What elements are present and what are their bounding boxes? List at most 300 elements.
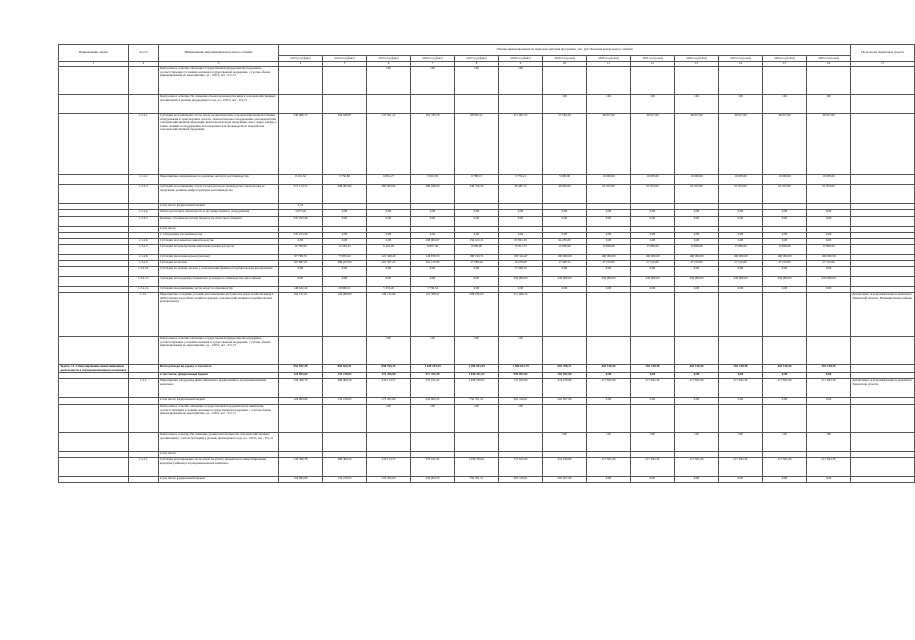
column-number: 16 bbox=[807, 62, 851, 67]
task-cell bbox=[59, 217, 129, 227]
value-cell: 250 000,00 bbox=[499, 277, 543, 287]
num-cell: 1.3.4.3. bbox=[129, 185, 159, 204]
value-cell: 100 bbox=[587, 95, 631, 114]
value-cell: 9 801,27 bbox=[367, 175, 411, 185]
value-cell: 0,00 bbox=[367, 217, 411, 227]
event-cell: в том числе: федеральный бюджет bbox=[159, 477, 279, 483]
value-cell: 0,00 bbox=[323, 217, 367, 227]
value-cell bbox=[543, 405, 587, 433]
value-cell: 46 817,00 bbox=[763, 114, 807, 175]
value-cell bbox=[279, 337, 323, 365]
value-cell: 3 077,40 bbox=[279, 210, 323, 217]
header-num: № п/п bbox=[129, 45, 159, 62]
recipient-cell bbox=[851, 398, 915, 405]
event-cell: Всего расходы на задачу, в том числе bbox=[159, 365, 279, 373]
value-cell bbox=[499, 433, 543, 452]
value-cell bbox=[719, 67, 763, 95]
value-cell: 13 800,00 bbox=[763, 245, 807, 255]
value-cell: 75 398,19 bbox=[499, 267, 543, 277]
value-cell: 0,00 bbox=[323, 210, 367, 217]
value-cell: 1 785 553,45 bbox=[455, 365, 499, 373]
event-cell: Субсидии на возмещение части затрат на приобретение сельскохозяйственной техники, оборудования и транспортных средств, технологическое оборудование для переработки сельскохозяйственной продукции, включая молочную продукцию, мясо, зерно, овощи, а также техники и оборудования, используемых для производства и переработки сельскохозяйственной продукции bbox=[159, 114, 279, 175]
value-cell: 250 000,00 bbox=[675, 277, 719, 287]
value-cell: 100 bbox=[543, 433, 587, 452]
recipient-cell bbox=[851, 458, 915, 477]
value-cell bbox=[587, 337, 631, 365]
table-row bbox=[59, 67, 915, 95]
value-cell: 73 835,02 bbox=[323, 255, 367, 261]
recipient-cell bbox=[851, 114, 915, 175]
value-cell: 999 057,04 bbox=[499, 373, 543, 379]
value-cell: 29 868,31 bbox=[323, 287, 367, 293]
table-row bbox=[59, 405, 915, 433]
value-cell: 601 478,77 bbox=[543, 365, 587, 373]
value-cell: 5 730,54 bbox=[411, 287, 455, 293]
value-cell: 0,00 bbox=[631, 217, 675, 227]
value-cell: 100 bbox=[587, 433, 631, 452]
value-cell: 173 265,60 bbox=[367, 373, 411, 379]
task-cell bbox=[59, 95, 129, 114]
event-cell: 1.1.Поддержку растениеводства bbox=[159, 233, 279, 239]
value-cell: 952 597,39 bbox=[279, 365, 323, 373]
value-cell: 0,00 bbox=[719, 217, 763, 227]
value-cell: 13 800,00 bbox=[675, 245, 719, 255]
value-cell: 0,00 bbox=[367, 210, 411, 217]
value-cell: 0,00 bbox=[455, 287, 499, 293]
value-cell bbox=[543, 67, 587, 95]
value-cell: 100 bbox=[675, 433, 719, 452]
num-cell: 1.3.5. bbox=[129, 293, 159, 337]
value-cell: 160 000,00 bbox=[675, 255, 719, 261]
recipient-cell bbox=[851, 433, 915, 452]
value-cell: 0,00 bbox=[587, 239, 631, 245]
value-cell: 202 957,90 bbox=[543, 398, 587, 405]
value-cell: 0,00 bbox=[587, 233, 631, 239]
value-cell: 100 bbox=[807, 95, 851, 114]
value-cell: 6 416,09 bbox=[367, 245, 411, 255]
value-cell: 235 223,49 bbox=[279, 233, 323, 239]
value-cell: 419 166,86 bbox=[543, 458, 587, 477]
value-cell: 217 843,36 bbox=[631, 379, 675, 398]
value-cell: 0,00 bbox=[455, 210, 499, 217]
value-cell: 0,00 bbox=[631, 477, 675, 483]
event-cell: Контрольное событие. Не снижение уровня рентабельности сельскохозяйственных организаций (с учетом субсидий) к уровню предыдущего года, да - 100%; нет - 0%, П bbox=[159, 433, 279, 452]
num-cell bbox=[129, 95, 159, 114]
header-year: 2020 год (план) bbox=[587, 56, 631, 62]
value-cell: 156 912,31 bbox=[455, 239, 499, 245]
num-cell: 1.3.4.5. bbox=[129, 217, 159, 227]
value-cell: 0,00 bbox=[587, 477, 631, 483]
table-row bbox=[59, 217, 915, 227]
table-row bbox=[59, 245, 915, 255]
value-cell: 5 750,86 bbox=[323, 175, 367, 185]
value-cell: 217 843,36 bbox=[675, 458, 719, 477]
num-cell bbox=[129, 477, 159, 483]
task-cell bbox=[59, 114, 129, 175]
value-cell: 250 000,00 bbox=[719, 277, 763, 287]
value-cell: 363 140,36 bbox=[587, 365, 631, 373]
value-cell: 120 122,86 bbox=[367, 293, 411, 337]
header-year: 2019 год (план) bbox=[543, 56, 587, 62]
num-cell: 1.3.4.10. bbox=[129, 267, 159, 277]
value-cell: 27 589,29 bbox=[455, 261, 499, 267]
value-cell: 107 887,87 bbox=[279, 261, 323, 267]
value-cell: 0,00 bbox=[543, 287, 587, 293]
value-cell: 757 625,60 bbox=[499, 379, 543, 398]
event-cell: Целевые субсидии местному бюджету на областного бюджета bbox=[159, 217, 279, 227]
value-cell: 126 879,53 bbox=[411, 255, 455, 261]
value-cell bbox=[763, 67, 807, 95]
value-cell: 0,00 bbox=[455, 277, 499, 287]
value-cell: 17 468,15 bbox=[543, 261, 587, 267]
value-cell: 0,00 bbox=[323, 239, 367, 245]
value-cell: 0,00 bbox=[587, 210, 631, 217]
table-row bbox=[59, 337, 915, 365]
value-cell: 217 843,36 bbox=[587, 458, 631, 477]
value-cell: 971 433,39 bbox=[411, 373, 455, 379]
value-cell: 133 218,03 bbox=[323, 373, 367, 379]
value-cell: 5 353,26 bbox=[367, 287, 411, 293]
value-cell bbox=[455, 95, 499, 114]
task-cell bbox=[59, 293, 129, 337]
value-cell: 0,00 bbox=[675, 477, 719, 483]
value-cell bbox=[631, 67, 675, 95]
value-cell: 0,00 bbox=[631, 398, 675, 405]
value-cell: 756 701,51 bbox=[455, 398, 499, 405]
value-cell: 10 000,00 bbox=[631, 175, 675, 185]
value-cell: 0,00 bbox=[763, 217, 807, 227]
table-row bbox=[59, 477, 915, 483]
value-cell: 250 000,00 bbox=[807, 277, 851, 287]
value-cell: 230 113,57 bbox=[367, 458, 411, 477]
task-cell bbox=[59, 245, 129, 255]
value-cell: 1 028 796,91 bbox=[455, 379, 499, 398]
value-cell bbox=[279, 67, 323, 95]
value-cell: 100 bbox=[675, 95, 719, 114]
value-cell: 100 bbox=[763, 433, 807, 452]
value-cell: 0,00 bbox=[631, 210, 675, 217]
table-row bbox=[59, 267, 915, 277]
recipient-cell: Департамент агропромышленного комплекса Тюменской области. Муниципальные районы bbox=[851, 293, 915, 337]
value-cell: 0,00 bbox=[763, 233, 807, 239]
value-cell: 13 811,73 bbox=[499, 245, 543, 255]
event-cell: Субсидии на возмещение части затрат на уплату процентов по инвестиционным кредитам (займам) в агропромышленном комплексе bbox=[159, 458, 279, 477]
value-cell: 0,00 bbox=[763, 210, 807, 217]
recipient-cell bbox=[851, 277, 915, 287]
value-cell: 160 000,00 bbox=[763, 255, 807, 261]
value-cell: 0,00 bbox=[719, 267, 763, 277]
value-cell: 0,00 bbox=[631, 233, 675, 239]
value-cell: 0,00 bbox=[411, 217, 455, 227]
header-year: 2021 год (план) bbox=[631, 56, 675, 62]
value-cell: 363 140,36 bbox=[719, 365, 763, 373]
value-cell: 0,00 bbox=[279, 267, 323, 277]
value-cell: 243 964,35 bbox=[411, 477, 455, 483]
value-cell bbox=[279, 95, 323, 114]
value-cell: 483 663,64 bbox=[367, 185, 411, 204]
value-cell bbox=[587, 67, 631, 95]
num-cell bbox=[129, 337, 159, 365]
header-year: 2013 год (факт) bbox=[279, 56, 323, 62]
table-row bbox=[59, 277, 915, 287]
value-cell: 133 218,03 bbox=[323, 398, 367, 405]
value-cell: 380 484,56 bbox=[323, 379, 367, 398]
value-cell: 0,00 bbox=[323, 277, 367, 287]
value-cell: 14 799,99 bbox=[279, 245, 323, 255]
value-cell: 181 125,83 bbox=[411, 261, 455, 267]
value-cell: 298 900,67 bbox=[411, 239, 455, 245]
value-cell: 0,00 bbox=[499, 287, 543, 293]
value-cell: 160 000,00 bbox=[631, 255, 675, 261]
column-number: 11 bbox=[587, 62, 631, 67]
column-number: 17 bbox=[851, 62, 915, 67]
value-cell bbox=[543, 337, 587, 365]
event-cell: Субсидии на приобретение животноводческих ресурсов bbox=[159, 245, 279, 255]
value-cell: 363 140,36 bbox=[675, 365, 719, 373]
program-funding-table bbox=[58, 44, 915, 483]
event-cell: Мероприятие. Поддержка инвестиционного кредитования в агропромышленном комплексе bbox=[159, 379, 279, 398]
event-cell: в том числе: bbox=[159, 227, 279, 233]
value-cell: 46 817,00 bbox=[631, 114, 675, 175]
value-cell bbox=[807, 293, 851, 337]
value-cell: 97 798,70 bbox=[279, 255, 323, 261]
value-cell bbox=[323, 405, 367, 433]
value-cell: 100 bbox=[719, 95, 763, 114]
value-cell: 143 360,78 bbox=[279, 458, 323, 477]
value-cell bbox=[807, 405, 851, 433]
value-cell: 133 218,03 bbox=[323, 477, 367, 483]
table-row bbox=[59, 114, 915, 175]
column-number: 2 bbox=[129, 62, 159, 67]
value-cell: 0,00 bbox=[411, 267, 455, 277]
value-cell: 0,00 bbox=[763, 477, 807, 483]
value-cell: 0,00 bbox=[587, 287, 631, 293]
table-row bbox=[59, 433, 915, 452]
value-cell: 235 223,49 bbox=[279, 217, 323, 227]
value-cell: 202 957,90 bbox=[543, 373, 587, 379]
num-cell bbox=[129, 433, 159, 452]
value-cell: 27 510,00 bbox=[719, 261, 763, 267]
value-cell: 349 576,50 bbox=[455, 185, 499, 204]
value-cell: 88 095,51 bbox=[455, 114, 499, 175]
value-cell: 0,00 bbox=[763, 239, 807, 245]
value-cell: 217 843,36 bbox=[719, 379, 763, 398]
table-row bbox=[59, 185, 915, 204]
value-cell: 0,00 bbox=[719, 373, 763, 379]
task-cell bbox=[59, 277, 129, 287]
value-cell: 188 743,71 bbox=[455, 255, 499, 261]
value-cell: 13 800,00 bbox=[631, 245, 675, 255]
value-cell bbox=[807, 337, 851, 365]
column-number: 1 bbox=[59, 62, 129, 67]
column-number: 12 bbox=[631, 62, 675, 67]
value-cell: 0,00 bbox=[411, 210, 455, 217]
value-cell: 100 bbox=[499, 405, 543, 433]
value-cell: 380 484,56 bbox=[323, 458, 367, 477]
value-cell: 100 bbox=[763, 95, 807, 114]
value-cell: 0,00 bbox=[675, 217, 719, 227]
column-number: 7 bbox=[411, 62, 455, 67]
value-cell: 858 764,15 bbox=[367, 365, 411, 373]
value-cell: 0,00 bbox=[675, 210, 719, 217]
value-cell: 0,00 bbox=[499, 233, 543, 239]
value-cell bbox=[411, 95, 455, 114]
value-cell: 10 000,00 bbox=[807, 175, 851, 185]
value-cell: 0,00 bbox=[807, 239, 851, 245]
value-cell: 0,00 bbox=[279, 277, 323, 287]
value-cell: 10 000,00 bbox=[763, 175, 807, 185]
value-cell: 0,00 bbox=[367, 267, 411, 277]
value-cell bbox=[763, 337, 807, 365]
value-cell bbox=[411, 433, 455, 452]
event-cell: Контрольное событие. Оказание государственной (федеральной) поддержки, соответствующих условиям оказания государственной поддержки, с учетом объема финансирования по мероприятию, да - 100%; нет - 0%, П bbox=[159, 67, 279, 95]
table-row bbox=[59, 95, 915, 114]
recipient-cell bbox=[851, 95, 915, 114]
value-cell: 61 819,00 bbox=[675, 185, 719, 204]
value-cell: 0,00 bbox=[763, 373, 807, 379]
column-number: 14 bbox=[719, 62, 763, 67]
value-cell: 5 916,39 bbox=[411, 175, 455, 185]
value-cell: 250 000,00 bbox=[763, 277, 807, 287]
value-cell: 0,00 bbox=[719, 287, 763, 293]
value-cell: 5,23 bbox=[279, 204, 323, 210]
value-cell: 124 893,69 bbox=[279, 373, 323, 379]
value-cell: 46 817,00 bbox=[675, 114, 719, 175]
value-cell: 100 bbox=[499, 67, 543, 95]
value-cell bbox=[719, 293, 763, 337]
column-number: 6 bbox=[367, 62, 411, 67]
value-cell: 46 817,00 bbox=[587, 114, 631, 175]
value-cell: 130 324,47 bbox=[499, 255, 543, 261]
value-cell: 100 bbox=[411, 337, 455, 365]
value-cell: 160 000,00 bbox=[543, 255, 587, 261]
task-cell bbox=[59, 175, 129, 185]
value-cell: 0,00 bbox=[499, 217, 543, 227]
value-cell: 0,00 bbox=[367, 239, 411, 245]
num-cell bbox=[129, 67, 159, 95]
header-year: 2015 год (факт) bbox=[367, 56, 411, 62]
event-cell: Субсидии на закупку молока у сельскохозяйственных потребительских кооперативов bbox=[159, 267, 279, 277]
value-cell: 46 817,00 bbox=[719, 114, 763, 175]
value-cell: 217 843,36 bbox=[763, 458, 807, 477]
value-cell: 230 113,57 bbox=[367, 379, 411, 398]
event-cell: Субсидии на возмещение затрат в подотрасли растениеводства, переработки ее продукции, развитие инфраструктуры растениеводства bbox=[159, 185, 279, 204]
value-cell: 181 333,76 bbox=[411, 114, 455, 175]
value-cell: 160 000,00 bbox=[807, 255, 851, 261]
document-page bbox=[58, 44, 913, 483]
value-cell bbox=[543, 293, 587, 337]
header-recipient: Получатели бюджетных средств bbox=[851, 45, 915, 62]
value-cell bbox=[587, 293, 631, 337]
value-cell: 120 000,00 bbox=[323, 293, 367, 337]
value-cell bbox=[499, 95, 543, 114]
value-cell bbox=[367, 433, 411, 452]
value-cell: 27 510,00 bbox=[763, 261, 807, 267]
value-cell: 0,00 bbox=[807, 287, 851, 293]
num-cell: 1.4.1. bbox=[129, 379, 159, 398]
value-cell bbox=[279, 405, 323, 433]
value-cell: 100 bbox=[455, 337, 499, 365]
table-row bbox=[59, 458, 915, 477]
value-cell: 0,00 bbox=[763, 287, 807, 293]
column-number: 13 bbox=[675, 62, 719, 67]
value-cell: 0,00 bbox=[631, 239, 675, 245]
header-year: 2018 год (факт) bbox=[499, 56, 543, 62]
value-cell: 0,00 bbox=[455, 233, 499, 239]
value-cell: 57 182,58 bbox=[543, 114, 587, 175]
value-cell bbox=[631, 405, 675, 433]
header-year: 2025 год (план) bbox=[807, 56, 851, 62]
num-cell: 1.3.4.12. bbox=[129, 287, 159, 293]
event-cell: Субсидии на поддержку племенного и товарного свиноводства, мяса свиней bbox=[159, 277, 279, 287]
value-cell bbox=[675, 337, 719, 365]
header-year: 2023 год (план) bbox=[719, 56, 763, 62]
value-cell: 100 bbox=[631, 433, 675, 452]
value-cell bbox=[675, 405, 719, 433]
value-cell: 317 097,25 bbox=[499, 114, 543, 175]
value-cell: 217 843,36 bbox=[719, 458, 763, 477]
header-year: 2017 год (факт) bbox=[455, 56, 499, 62]
value-cell: 100 bbox=[455, 67, 499, 95]
value-cell: 0,00 bbox=[719, 398, 763, 405]
num-cell bbox=[129, 398, 159, 405]
value-cell: 0,00 bbox=[675, 398, 719, 405]
value-cell: 100 bbox=[455, 405, 499, 433]
recipient-cell bbox=[851, 175, 915, 185]
value-cell: 27 510,00 bbox=[587, 261, 631, 267]
value-cell: 5 755,21 bbox=[499, 175, 543, 185]
value-cell bbox=[455, 433, 499, 452]
value-cell: 13 800,00 bbox=[807, 245, 851, 255]
event-cell: Субсидии (молочная корова) (молоко) bbox=[159, 255, 279, 261]
value-cell: 124 893,69 bbox=[279, 477, 323, 483]
value-cell: 0,00 bbox=[543, 210, 587, 217]
recipient-cell: Департамент агропромышленного комплекса Тюменской области. bbox=[851, 379, 915, 398]
value-cell: 579 191,62 bbox=[411, 379, 455, 398]
value-cell: 0,00 bbox=[279, 239, 323, 245]
header-year: 2022 год (план) bbox=[675, 56, 719, 62]
task-cell bbox=[59, 405, 129, 433]
value-cell: 0,00 bbox=[631, 267, 675, 277]
value-cell: 0,00 bbox=[323, 233, 367, 239]
value-cell: 94 255,00 bbox=[543, 239, 587, 245]
value-cell: 201 567,43 bbox=[367, 261, 411, 267]
value-cell bbox=[323, 95, 367, 114]
value-cell: 0,00 bbox=[323, 267, 367, 277]
column-number: 8 bbox=[455, 62, 499, 67]
value-cell bbox=[631, 337, 675, 365]
event-cell: в том числе: федеральный бюджет bbox=[159, 373, 279, 379]
value-cell: 100 bbox=[543, 95, 587, 114]
value-cell: 9 219,52 bbox=[279, 175, 323, 185]
value-cell: 217 843,36 bbox=[631, 458, 675, 477]
value-cell: 217 843,36 bbox=[675, 379, 719, 398]
recipient-cell bbox=[851, 365, 915, 373]
value-cell: 217 843,36 bbox=[587, 379, 631, 398]
value-cell bbox=[675, 293, 719, 337]
value-cell: 363 140,36 bbox=[807, 365, 851, 373]
value-cell: 217 843,36 bbox=[763, 379, 807, 398]
value-cell: 0,00 bbox=[543, 217, 587, 227]
value-cell bbox=[807, 67, 851, 95]
value-cell: 588 963,04 bbox=[323, 185, 367, 204]
task-cell bbox=[59, 267, 129, 277]
value-cell: 250 000,00 bbox=[587, 277, 631, 287]
event-cell: Контрольное событие. Оказание государственной (федеральной) поддержки, соответствующих условиям оказания государственной поддержки, с учетом объема финансирования по мероприятию, да - 100%; нет - 0%, П bbox=[159, 337, 279, 365]
value-cell: 0,00 bbox=[719, 477, 763, 483]
value-cell: 363 140,36 bbox=[631, 365, 675, 373]
value-cell bbox=[587, 405, 631, 433]
